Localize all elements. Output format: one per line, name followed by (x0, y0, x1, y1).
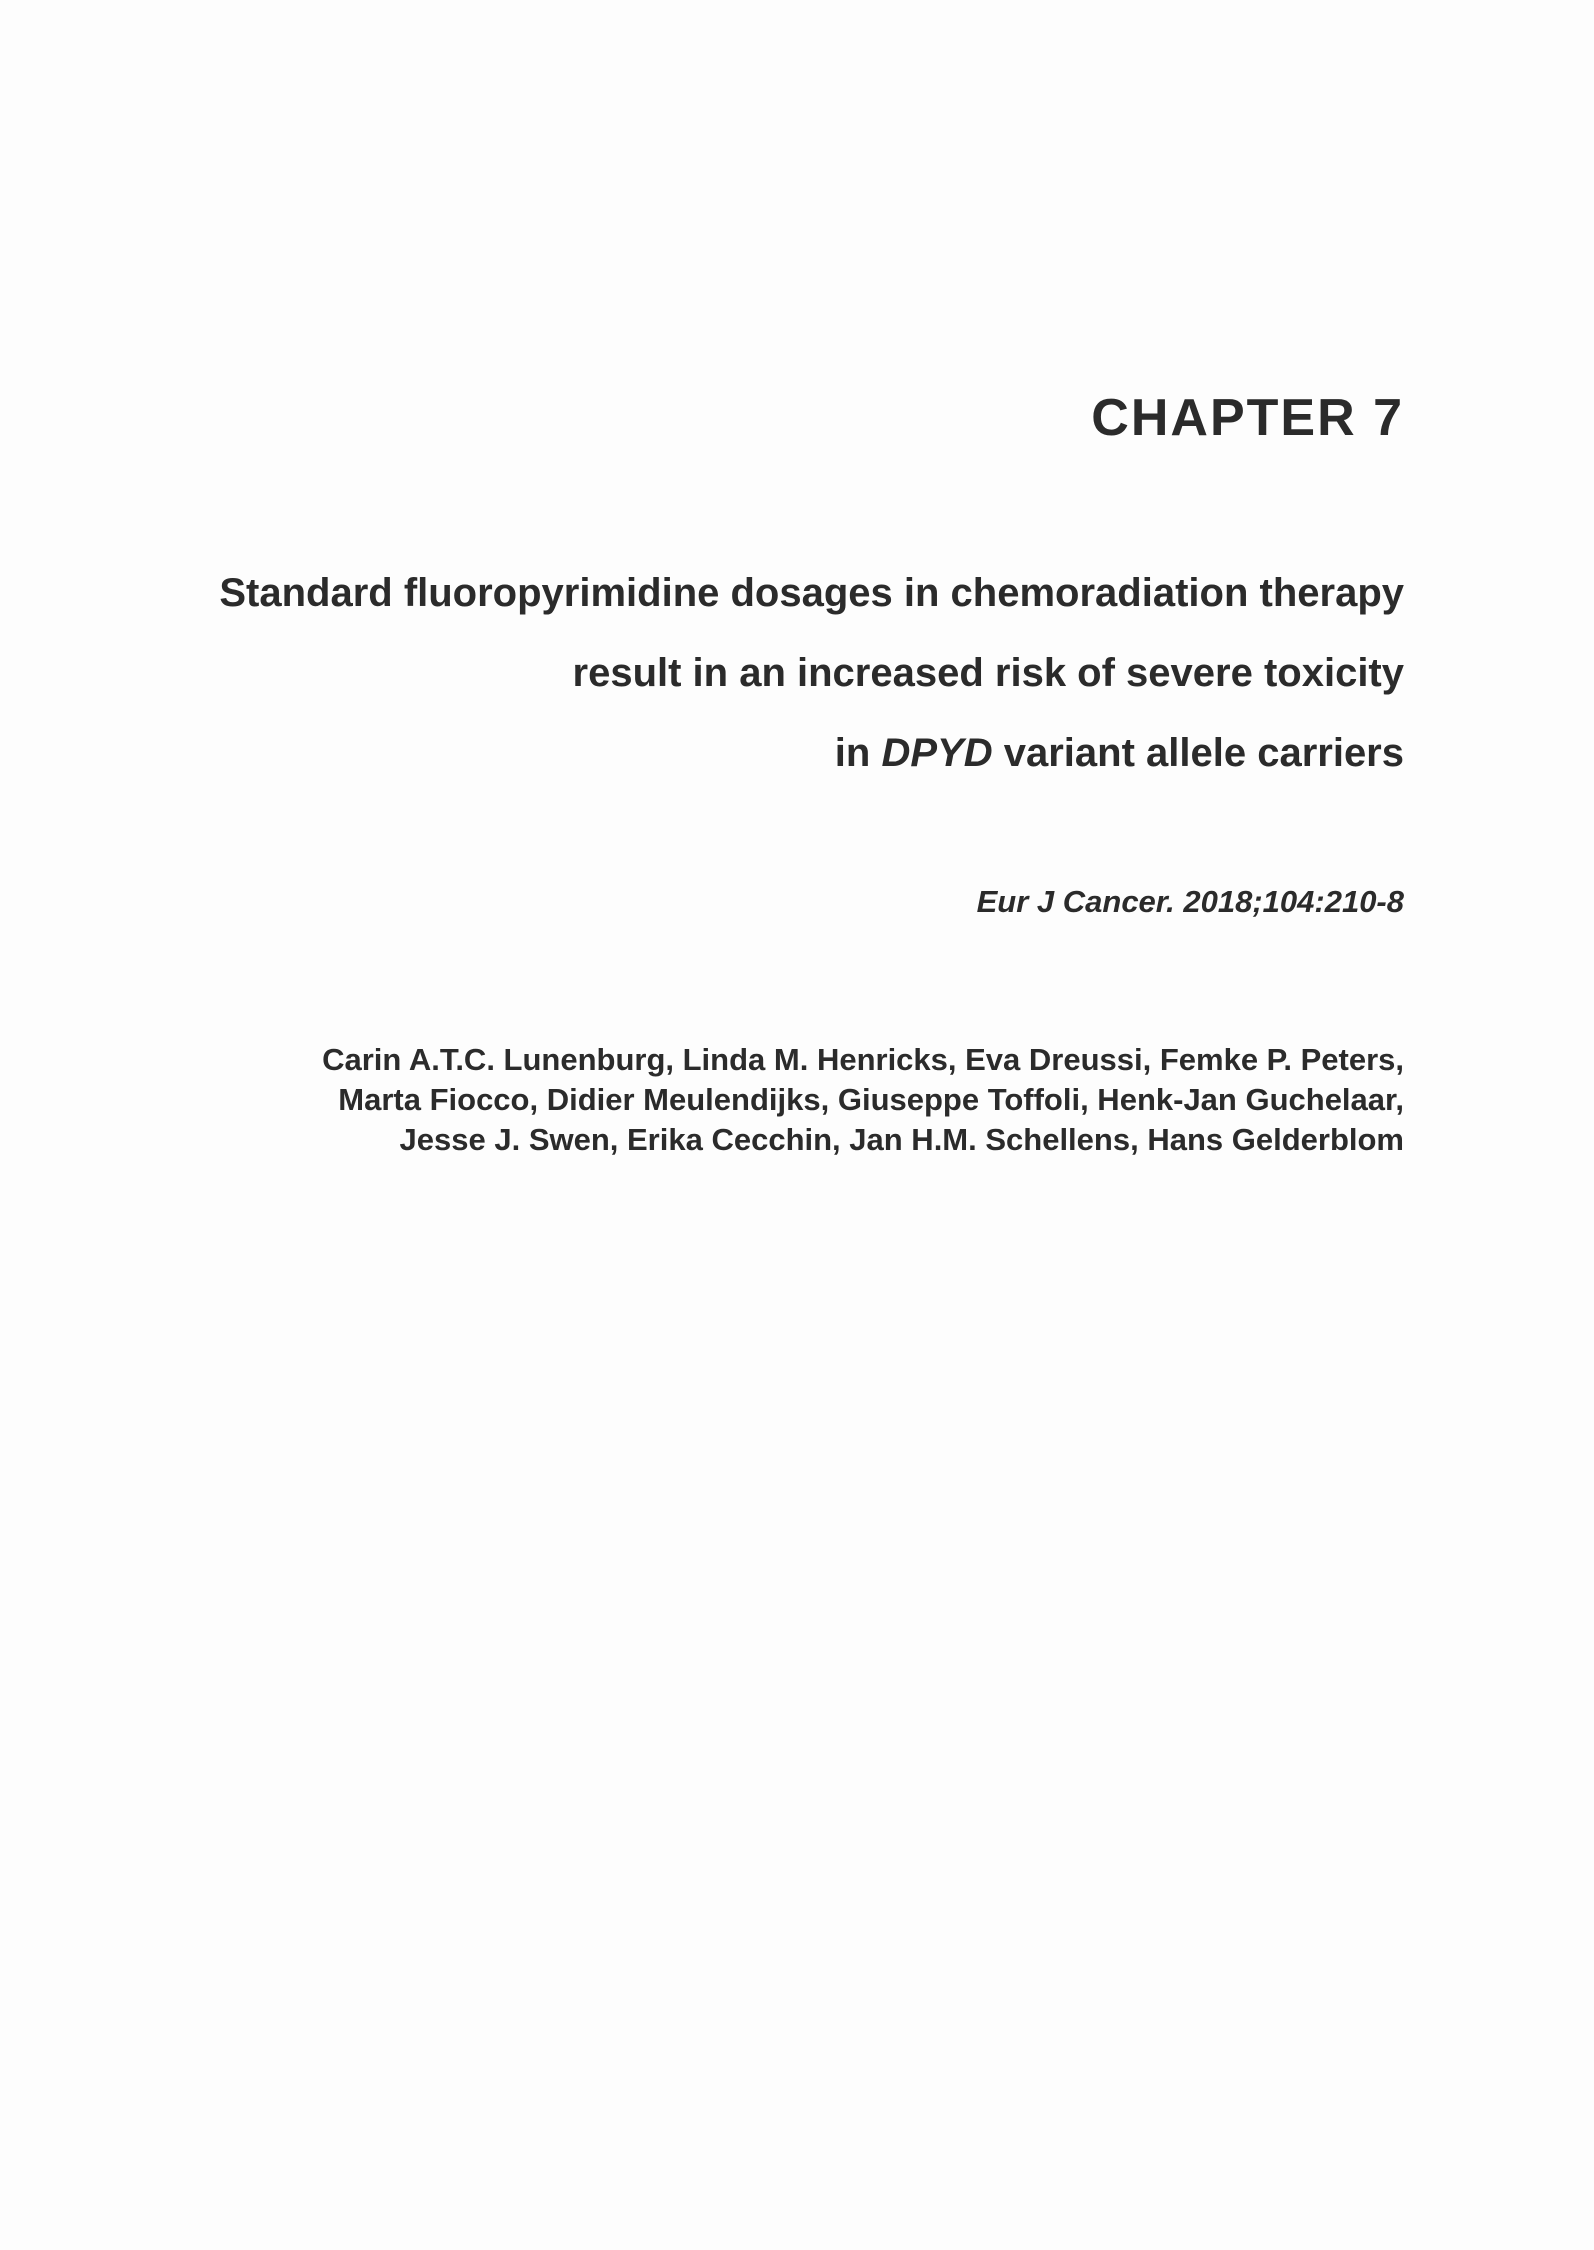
title-line-2: result in an increased risk of severe toxicity (572, 651, 1404, 695)
chapter-heading: CHAPTER 7 (1091, 389, 1404, 447)
title-line-1: Standard fluoropyrimidine dosages in chemoradiation therapy (219, 571, 1404, 615)
title-line-3-suffix: variant allele carriers (992, 731, 1404, 775)
title-line-3 (219, 713, 1404, 793)
author-line-2: Marta Fiocco, Didier Meulendijks, Giuseppe Toffoli, Henk-Jan Guchelaar, (338, 1082, 1404, 1117)
gene-name: DPYD (881, 731, 993, 775)
article-title (219, 553, 1404, 793)
author-line-1: Carin A.T.C. Lunenburg, Linda M. Henricks, Eva Dreussi, Femke P. Peters, (322, 1042, 1404, 1077)
title-line-3-prefix: in (834, 731, 882, 775)
author-line-3: Jesse J. Swen, Erika Cecchin, Jan H.M. Schellens, Hans Gelderblom (399, 1122, 1404, 1157)
journal-citation: Eur J Cancer. 2018;104:210-8 (976, 884, 1404, 919)
author-list (322, 1040, 1404, 1160)
